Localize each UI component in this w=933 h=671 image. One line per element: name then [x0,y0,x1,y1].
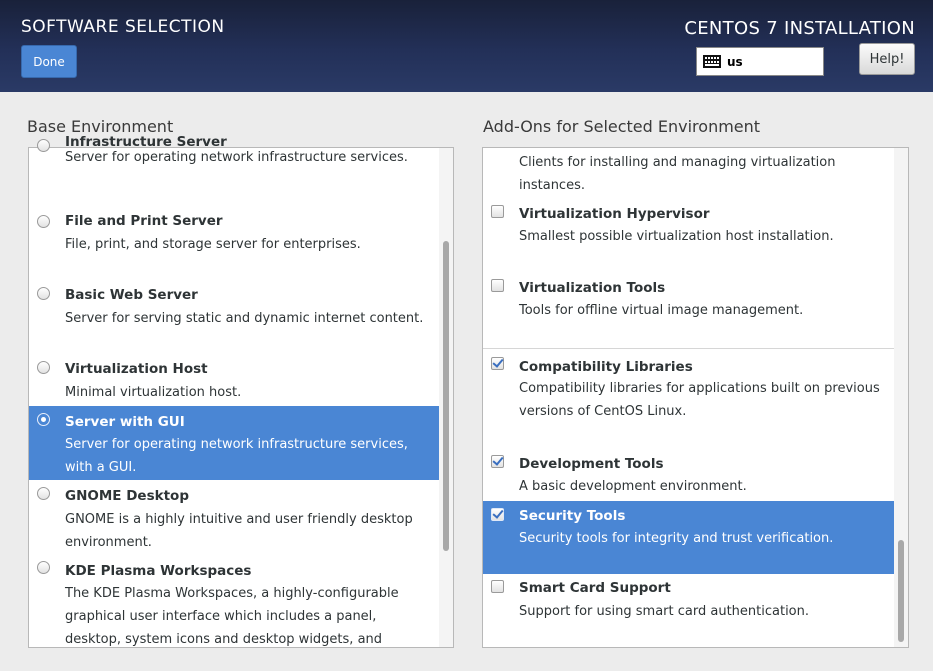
radio-button[interactable] [37,287,50,300]
addon-item-virtualization-client-partial[interactable]: Clients for installing and managing virtualization instances. [519,155,836,193]
checkbox-checked[interactable] [491,357,504,370]
addons-list[interactable] [482,147,909,648]
radio-button[interactable] [37,361,50,374]
base-env-item-server-with-gui[interactable]: Server with GUI Server for operating network infrastructure services, with a GUI. [29,406,439,480]
help-button[interactable]: Help! [859,43,915,75]
radio-button-selected[interactable] [37,413,50,426]
scrollbar-thumb[interactable] [898,540,904,642]
base-environment-label: Base Environment [27,117,174,136]
base-env-item-virtualization-host[interactable]: Virtualization Host Minimal virtualization host. [29,358,439,406]
keyboard-layout-indicator[interactable] [696,47,824,76]
page-title: SOFTWARE SELECTION [21,17,225,37]
top-bar [0,0,933,92]
radio-button[interactable] [37,215,50,228]
addon-item-development-tools[interactable]: Development Tools A basic development environment. [483,449,894,501]
addons-scrollbar[interactable] [894,148,908,647]
base-env-item-basic-web-server[interactable]: Basic Web Server Server for serving static and dynamic internet content. [29,284,439,358]
checkbox-checked[interactable] [491,508,504,521]
base-env-item-infrastructure-server[interactable]: Infrastructure Server Server for operating network infrastructure services. [29,134,439,208]
addon-item-security-tools[interactable]: Security Tools Security tools for integrity and trust verification. [483,501,894,574]
radio-button[interactable] [37,139,50,152]
checkbox-checked[interactable] [491,455,504,468]
addon-item-virtualization-hypervisor[interactable]: Virtualization Hypervisor Smallest possible virtualization host installation. [483,198,894,274]
radio-button[interactable] [37,487,50,500]
product-title: CENTOS 7 INSTALLATION [684,18,915,39]
addon-item-compatibility-libraries[interactable]: Compatibility Libraries Compatibility libraries for applications built on previous versions of CentOS Linux. [483,349,894,449]
base-env-item-kde-plasma-workspaces[interactable]: KDE Plasma Workspaces The KDE Plasma Workspaces, a highly-configurable graphical user interface which includes a panel, desktop, system icons and desktop widgets, and [29,554,439,650]
addons-label: Add-Ons for Selected Environment [483,117,761,136]
base-environment-scrollbar[interactable] [439,148,453,647]
done-button[interactable]: Done [21,45,77,78]
addon-item-virtualization-tools[interactable]: Virtualization Tools Tools for offline virtual image management. [483,274,894,348]
base-env-item-file-and-print-server[interactable]: File and Print Server File, print, and storage server for enterprises. [29,210,439,284]
checkbox[interactable] [491,580,504,593]
keyboard-layout-value: us [727,54,743,69]
addon-item-smart-card-support[interactable]: Smart Card Support Support for using smart card authentication. [483,574,894,648]
checkbox[interactable] [491,205,504,218]
keyboard-icon [703,55,721,68]
base-environment-list[interactable] [28,134,454,648]
base-env-item-gnome-desktop[interactable]: GNOME Desktop GNOME is a highly intuitive and user friendly desktop environment. [29,480,439,554]
checkbox[interactable] [491,279,504,292]
scrollbar-thumb[interactable] [443,241,449,551]
radio-button[interactable] [37,561,50,574]
